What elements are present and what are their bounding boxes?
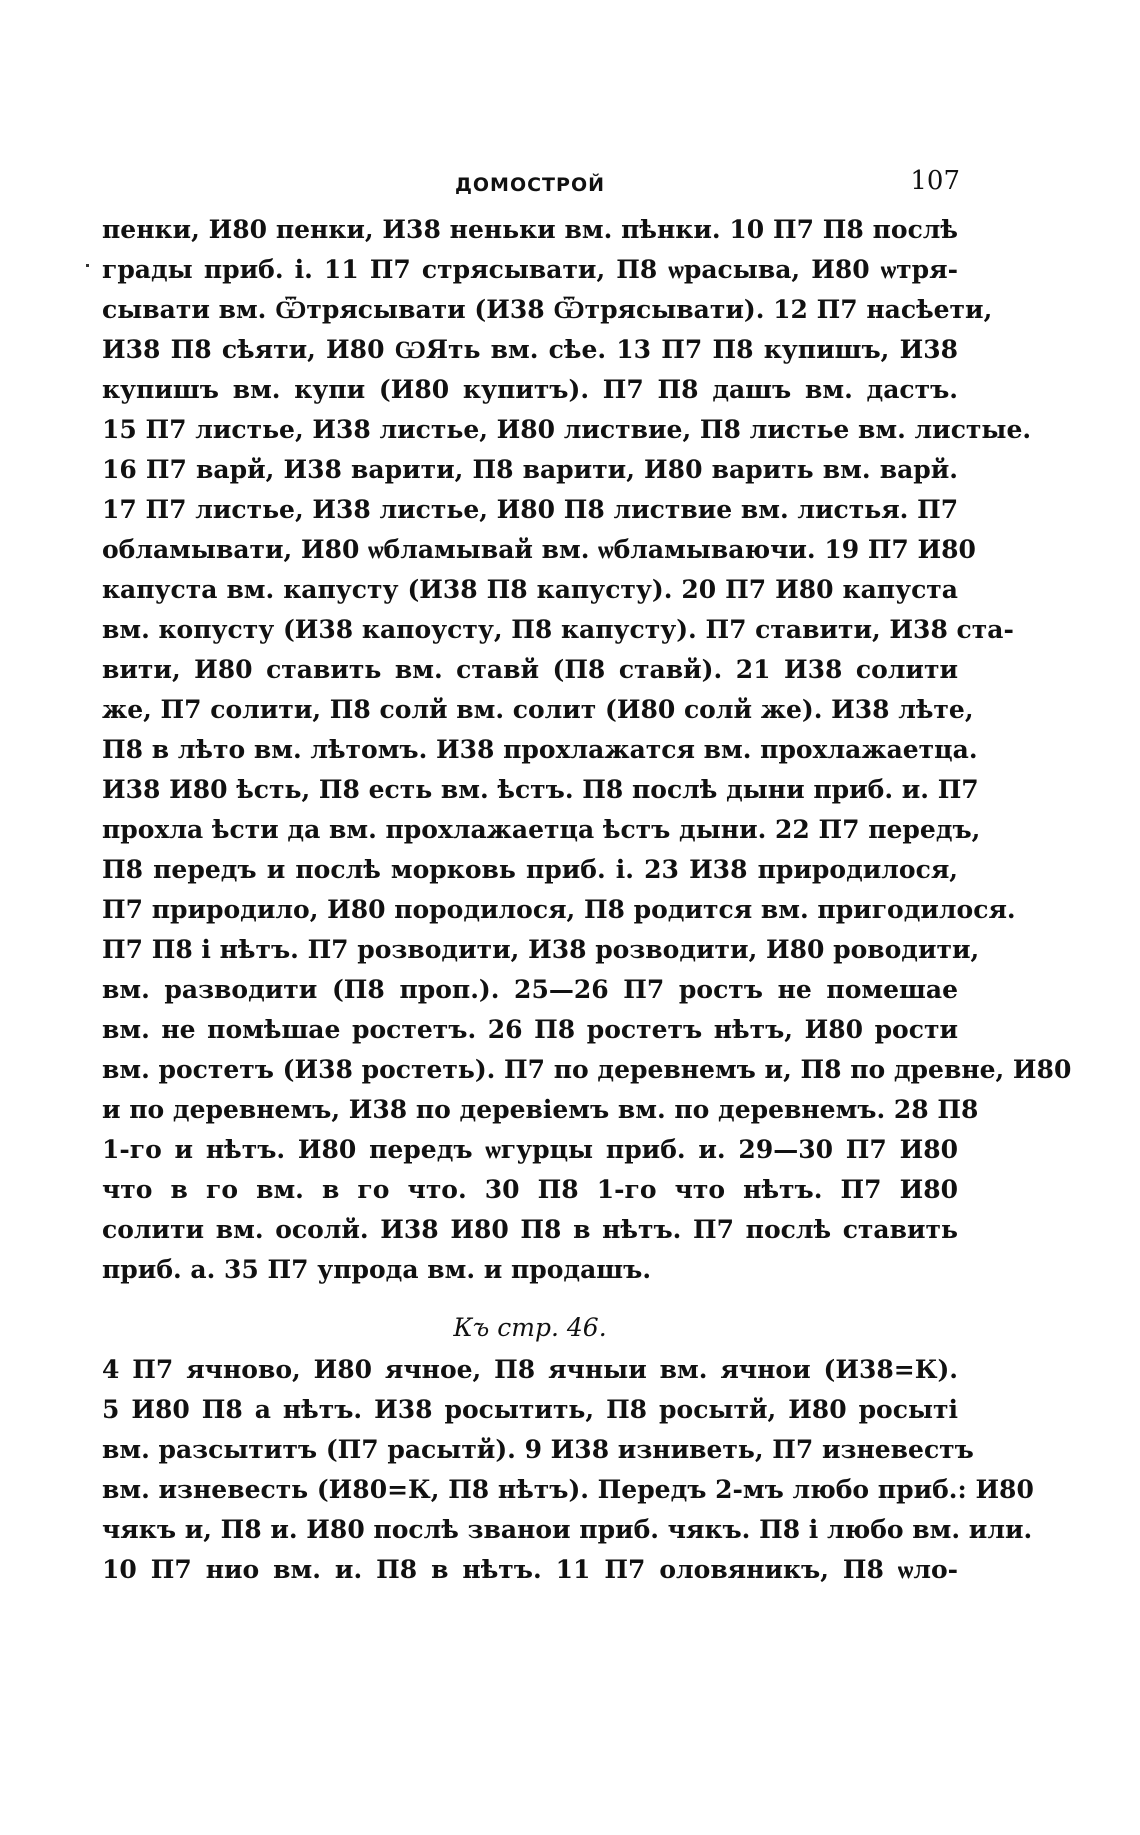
note-line: купишъ вм. купи (И80 купитъ). П7 П8 дашъ вм. дастъ. xyxy=(102,375,958,404)
note-line: 16 П7 варй, И38 варити, П8 варити, И80 варить вм. варй. xyxy=(102,455,958,484)
note-line: приб. а. 35 П7 упрода вм. и продашъ. xyxy=(102,1255,652,1284)
note-line: П8 в лѣто вм. лѣтомъ. И38 прохлажатся вм. прохлажаетца. xyxy=(102,735,978,764)
note-line: вм. копусту (И38 капоусту, П8 капусту). П7 ставити, И38 ста- xyxy=(102,615,1014,644)
note-line: И38 И80 ѣсть, П8 есть вм. ѣстъ. П8 послѣ дыни приб. и. П7 xyxy=(102,775,979,804)
note-line: П8 передъ и послѣ морковь приб. і. 23 И38 природилося, xyxy=(102,855,958,884)
running-head xyxy=(100,164,960,204)
note-line: вм. разсытитъ (П7 расытй). 9 И38 изниветь, П7 изневестъ xyxy=(102,1435,974,1464)
note-line: 4 П7 ячново, И80 ячное, П8 ячныи вм. ячнои (И38=К). xyxy=(102,1355,958,1384)
note-line: 17 П7 листье, И38 листье, И80 П8 листвие вм. листья. П7 xyxy=(102,495,959,524)
note-line: вити, И80 ставить вм. ставй (П8 ставй). 21 И38 солити xyxy=(102,655,958,684)
note-line: вм. не помѣшае ростетъ. 26 П8 ростетъ нѣтъ, И80 рости xyxy=(102,1015,958,1044)
running-title: ДОМОСТРОЙ xyxy=(454,174,605,196)
note-line: же, П7 солити, П8 солй вм. солит (И80 солй же). И38 лѣте, xyxy=(102,695,974,724)
note-line: обламывати, И80 ѡбламывай вм. ѡбламываючи. 19 П7 И80 xyxy=(102,535,976,564)
note-line: 15 П7 листье, И38 листье, И80 листвие, П8 листье вм. листые. xyxy=(102,415,1032,444)
note-line: грады приб. і. 11 П7 стрясывати, П8 ѡрасыва, И80 ѡтря- xyxy=(102,255,958,284)
note-line: чякъ и, П8 и. И80 послѣ званои приб. чякъ. П8 і любо вм. или. xyxy=(102,1515,1033,1544)
note-line: П7 природило, И80 породилося, П8 родится вм. пригодилося. xyxy=(102,895,1016,924)
note-line: что в го вм. в го что. 30 П8 1-го что нѣтъ. П7 И80 xyxy=(102,1175,958,1204)
note-line: и по деревнемъ, И38 по деревіемъ вм. по деревнемъ. 28 П8 xyxy=(102,1095,979,1124)
note-line: И38 П8 сѣяти, И80 ѠЯть вм. сѣе. 13 П7 П8 купишъ, И38 xyxy=(102,335,958,364)
variant-notes-block-2 xyxy=(102,1350,1034,1590)
page-number: 107 xyxy=(910,166,960,196)
note-line: 1-го и нѣтъ. И80 передъ ѡгурцы приб. и. 29—30 П7 И80 xyxy=(102,1135,958,1164)
note-line: сывати вм. Ѿтрясывати (И38 Ѿтрясывати). 12 П7 насѣети, xyxy=(102,295,993,324)
note-line: П7 П8 і нѣтъ. П7 розводити, И38 розводити, И80 роводити, xyxy=(102,935,980,964)
variant-notes-block xyxy=(102,210,1072,1290)
note-line: солити вм. осолй. И38 И80 П8 в нѣтъ. П7 послѣ ставить xyxy=(102,1215,958,1244)
note-line: пенки, И80 пенки, И38 неньки вм. пѣнки. 10 П7 П8 послѣ xyxy=(102,215,958,244)
note-line: вм. разводити (П8 проп.). 25—26 П7 ростъ не помешае xyxy=(102,975,958,1004)
section-heading: Къ стр. 46. xyxy=(453,1313,607,1342)
note-line: вм. ростетъ (И38 ростеть). П7 по деревнемъ и, П8 по древне, И80 xyxy=(102,1055,1072,1084)
note-line: 10 П7 нио вм. и. П8 в нѣтъ. 11 П7 оловяникъ, П8 ѡло- xyxy=(102,1555,958,1584)
note-line: вм. изневесть (И80=К, П8 нѣтъ). Передъ 2-мъ любо приб.: И80 xyxy=(102,1475,1034,1504)
note-line: 5 И80 П8 а нѣтъ. И38 росытить, П8 росытй, И80 росыті xyxy=(102,1395,958,1424)
margin-mark xyxy=(86,264,89,267)
note-line: прохла ѣсти да вм. прохлажаетца ѣстъ дыни. 22 П7 передъ, xyxy=(102,815,981,844)
note-line: капуста вм. капусту (И38 П8 капусту). 20 П7 И80 капуста xyxy=(102,575,958,604)
